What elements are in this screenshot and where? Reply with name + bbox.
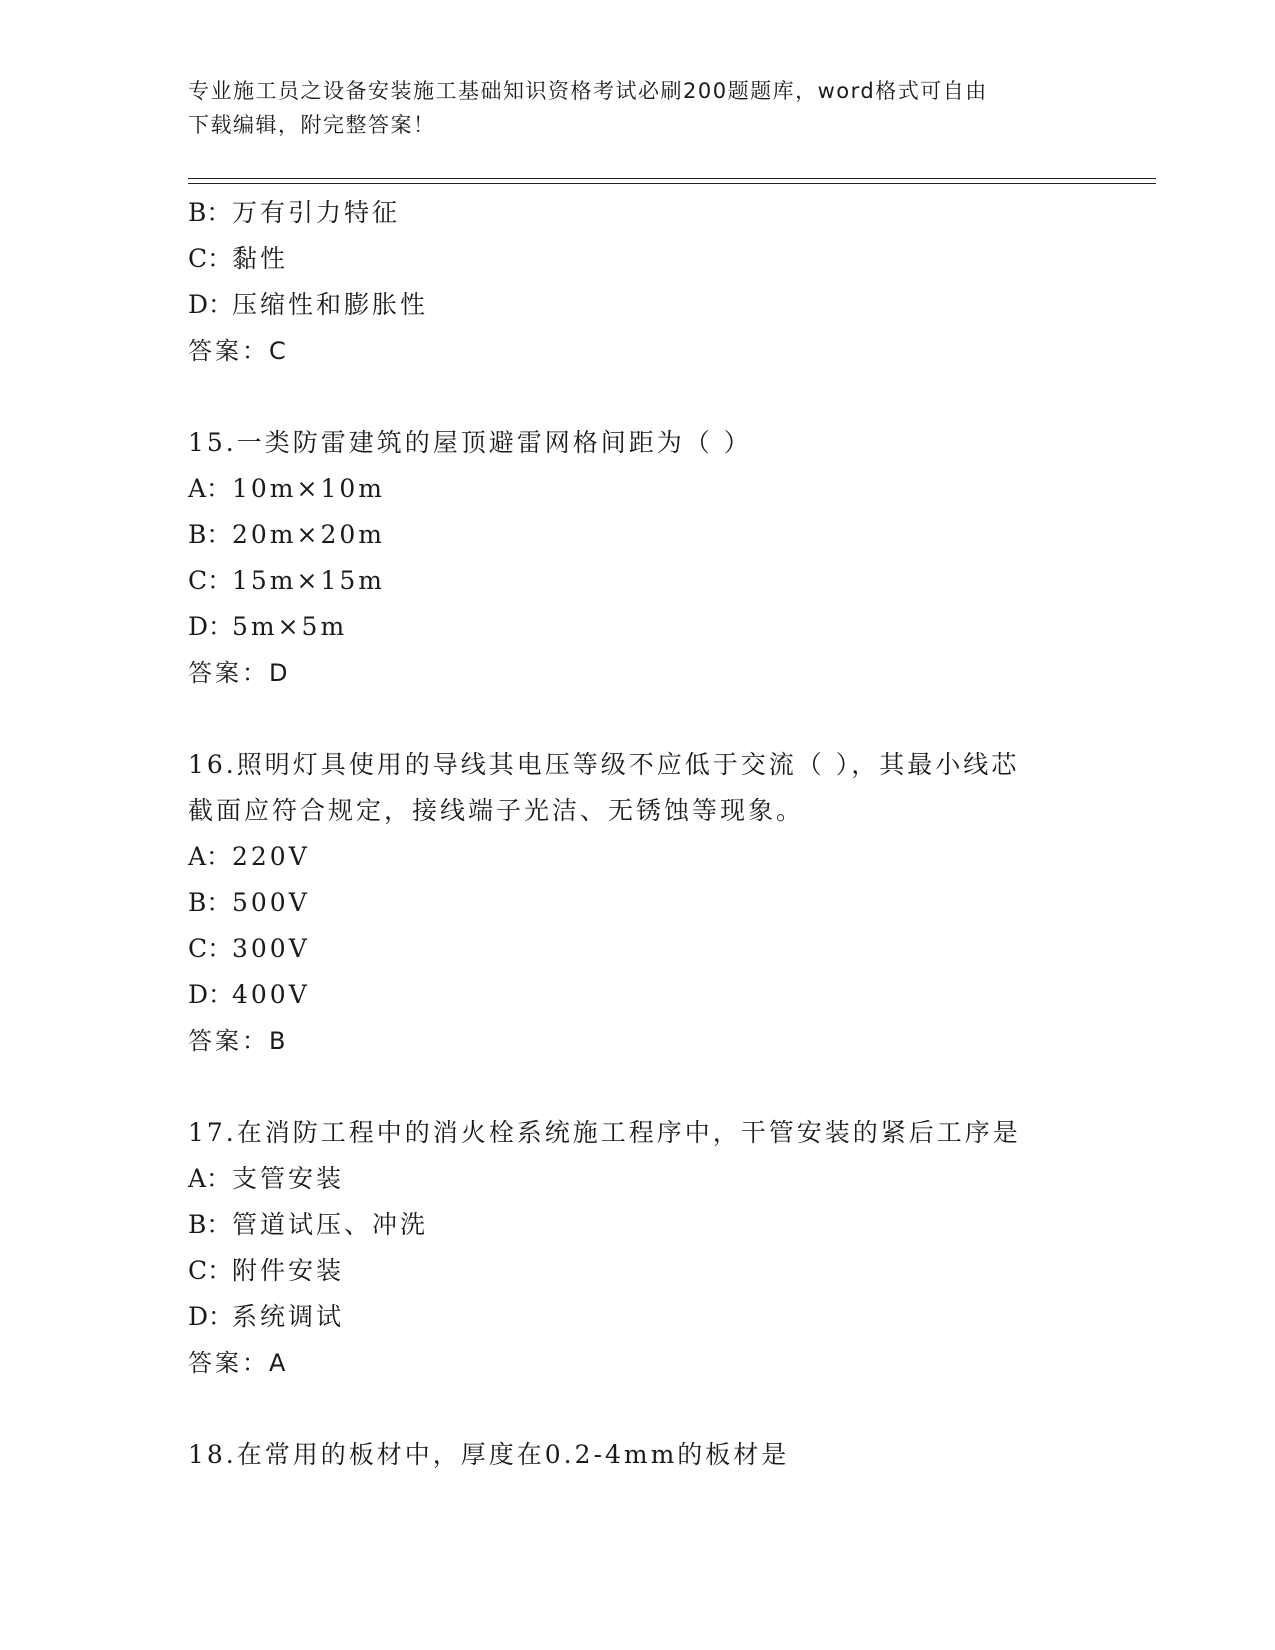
option-b — [188, 190, 1088, 236]
spacer — [188, 696, 1088, 742]
option-c — [188, 1248, 1088, 1294]
option-d — [188, 282, 1088, 328]
option-text: 万有引力特征 — [232, 198, 401, 227]
header-divider-top — [188, 178, 1156, 179]
option-key: C： — [188, 244, 233, 273]
option-key: B： — [188, 520, 232, 549]
option-text: 5m×5m — [232, 612, 348, 641]
option-a — [188, 1156, 1088, 1202]
question-list — [188, 190, 1088, 1478]
option-d — [188, 1294, 1088, 1340]
option-text: 500V — [232, 888, 310, 917]
answer-line: 答案：D — [188, 659, 291, 687]
option-key: D： — [188, 612, 234, 641]
question-stem: 15.一类防雷建筑的屋顶避雷网格间距为（ ） — [188, 428, 752, 457]
option-b — [188, 1202, 1088, 1248]
option-key: A： — [188, 842, 232, 871]
option-text: 支管安装 — [232, 1164, 345, 1193]
header-title-line-2: 下载编辑，附完整答案！ — [188, 113, 436, 137]
option-key: D： — [188, 290, 234, 319]
option-key: C： — [188, 934, 233, 963]
question-16 — [188, 742, 1088, 1064]
spacer — [188, 1064, 1088, 1110]
option-text: 15m×15m — [232, 566, 385, 595]
option-key: B： — [188, 198, 232, 227]
option-key: B： — [188, 1210, 232, 1239]
option-text: 300V — [232, 934, 310, 963]
option-key: C： — [188, 566, 233, 595]
question-18 — [188, 1432, 1088, 1478]
answer-line: 答案：B — [188, 1027, 289, 1055]
option-b — [188, 512, 1088, 558]
option-text: 附件安装 — [232, 1256, 345, 1285]
option-text: 黏性 — [232, 244, 289, 273]
question-stem-line-2: 截面应符合规定，接线端子光洁、无锈蚀等现象。 — [188, 796, 805, 825]
header-title-line-1: 专业施工员之设备安装施工基础知识资格考试必刷200题题库，word格式可自由 — [188, 79, 988, 103]
question-stem: 18.在常用的板材中，厚度在0.2-4mm的板材是 — [188, 1440, 790, 1469]
option-c — [188, 236, 1088, 282]
option-key: D： — [188, 980, 234, 1009]
option-text: 系统调试 — [232, 1302, 345, 1331]
option-text: 400V — [232, 980, 310, 1009]
answer-line: 答案：C — [188, 337, 289, 365]
option-text: 10m×10m — [232, 474, 385, 503]
question-17 — [188, 1110, 1088, 1386]
option-d — [188, 604, 1088, 650]
option-a — [188, 466, 1088, 512]
option-a — [188, 834, 1088, 880]
option-key: A： — [188, 474, 232, 503]
header-divider-bottom — [188, 183, 1156, 184]
question-stem: 17.在消防工程中的消火栓系统施工程序中，干管安装的紧后工序是 — [188, 1118, 1021, 1147]
option-c — [188, 926, 1088, 972]
document-header — [188, 74, 1088, 142]
option-text: 220V — [232, 842, 310, 871]
option-text: 管道试压、冲洗 — [232, 1210, 429, 1239]
option-text: 20m×20m — [232, 520, 385, 549]
option-c — [188, 558, 1088, 604]
option-text: 压缩性和膨胀性 — [232, 290, 429, 319]
option-key: C： — [188, 1256, 233, 1285]
answer-line: 答案：A — [188, 1349, 289, 1377]
question-15 — [188, 420, 1088, 696]
option-b — [188, 880, 1088, 926]
option-key: B： — [188, 888, 232, 917]
option-d — [188, 972, 1088, 1018]
spacer — [188, 374, 1088, 420]
question-stem-line-1: 16.照明灯具使用的导线其电压等级不应低于交流（ ），其最小线芯 — [188, 750, 1020, 779]
question-14 — [188, 190, 1088, 374]
spacer — [188, 1386, 1088, 1432]
option-key: D： — [188, 1302, 234, 1331]
option-key: A： — [188, 1164, 232, 1193]
